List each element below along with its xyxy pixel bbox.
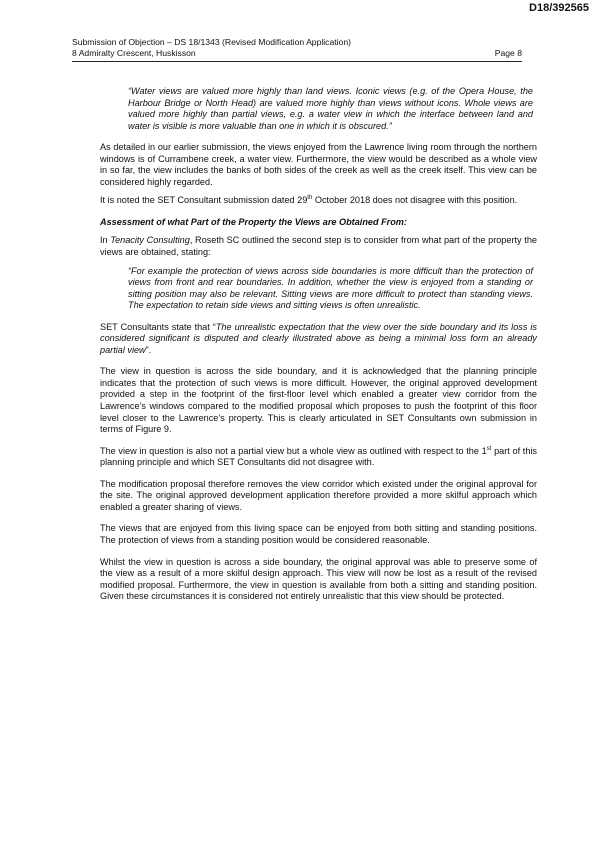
page-header <box>72 37 522 62</box>
paragraph-side-boundary: The view in question is across the side boundary, and it is acknowledged that the planning principle indicates that the protection of such views is more difficult. However, the original approved development provided a step in the footprint of the first-floor level which enabled a greater view corridor from the Lawrence’s windows compared to the modified proposal which proposes to push the footprint of this floor level closer to the Lawrence’s property. This is clearly articulated in SET Consultants own submission in terms of Figure 9. <box>100 366 537 435</box>
page-number: Page 8 <box>494 48 522 58</box>
text-run: SET Consultants state that “ <box>100 321 216 332</box>
paragraph-whole-view <box>100 446 537 469</box>
quote-side-boundaries: “For example the protection of views across side boundaries is more difficult than the protection of views from front and rear boundaries. In addition, whether the view is enjoyed from a standing or sitting position may also be relevant. Sitting views are more difficult to protect than standing views. The expectation to retain side views and sitting views is often unrealistic. <box>128 265 533 311</box>
case-name: Tenacity Consulting <box>110 235 190 246</box>
text-run: The view in question is also not a partial view but a whole view as outlined with respect to the 1 <box>100 445 487 456</box>
paragraph-conclusion: Whilst the view in question is across a side boundary, the original approval was able to preserve some of the view as a result of a more skilful design approach. This view will now be lost as a result of the revised modified proposal. Furthermore, the view in question is available from both a sitting and standing position. Given these circumstances it is considered not entirely unrealistic that this view should be protected. <box>100 556 537 602</box>
text-run: In <box>100 235 111 246</box>
superscript: st <box>486 445 492 452</box>
document-reference: D18/392565 <box>529 2 589 14</box>
paragraph-view-corridor: The modification proposal therefore removes the view corridor which existed under the original approval for the site. The original approved development application therefore provided a more skilful approach which enabled a greater sharing of views. <box>100 478 537 512</box>
text-run: , Roseth SC outlined the second step is to consider from what part of the property the views are obtained, stating: <box>100 235 537 258</box>
paragraph-tenacity <box>100 235 537 258</box>
superscript: th <box>307 195 313 202</box>
quote-views-valuation: “Water views are valued more highly than land views. Iconic views (e.g. of the Opera House, the Harbour Bridge or North Head) are valued more highly than views without icons. Whole views are valued more highly than partial views, e.g. a water view in which the interface between land and water is visible is more valuable than one in which it is obscured.” <box>128 86 533 131</box>
header-second-line <box>72 48 522 59</box>
header-title: Submission of Objection – DS 18/1343 (Revised Modification Application) <box>72 37 351 47</box>
document-body <box>100 86 537 603</box>
paragraph-set-submission <box>100 195 537 207</box>
text-run: October 2018 does not disagree with this position. <box>312 195 518 206</box>
quoted-statement: The unrealistic expectation that the view over the side boundary and its loss is considered significant is disputed and clearly illustrated above as being a minimal loss form an already partial view <box>100 321 537 355</box>
text-run: ”. <box>145 344 152 355</box>
text-run: It is noted the SET Consultant submission dated 29 <box>100 195 308 206</box>
paragraph-set-statement <box>100 322 537 357</box>
section-heading: Assessment of what Part of the Property the Views are Obtained From: <box>100 216 407 227</box>
paragraph-sitting-standing: The views that are enjoyed from this living space can be enjoyed from both sitting and standing positions. The protection of views from a standing position would be considered reasonable. <box>100 523 537 545</box>
paragraph-water-view: As detailed in our earlier submission, the views enjoyed from the Lawrence living room through the northern windows is of Currambene creek, a water view. Furthermore, the view would be described as a whole view in so far, the view includes the banks of both sides of the creek as well as the creek itself. This view can be considered highly regarded. <box>100 142 537 187</box>
header-address: 8 Admiralty Crescent, Huskisson <box>72 48 196 58</box>
text-run: part of this planning principle and which SET Consultants did not disagree with. <box>100 445 537 468</box>
